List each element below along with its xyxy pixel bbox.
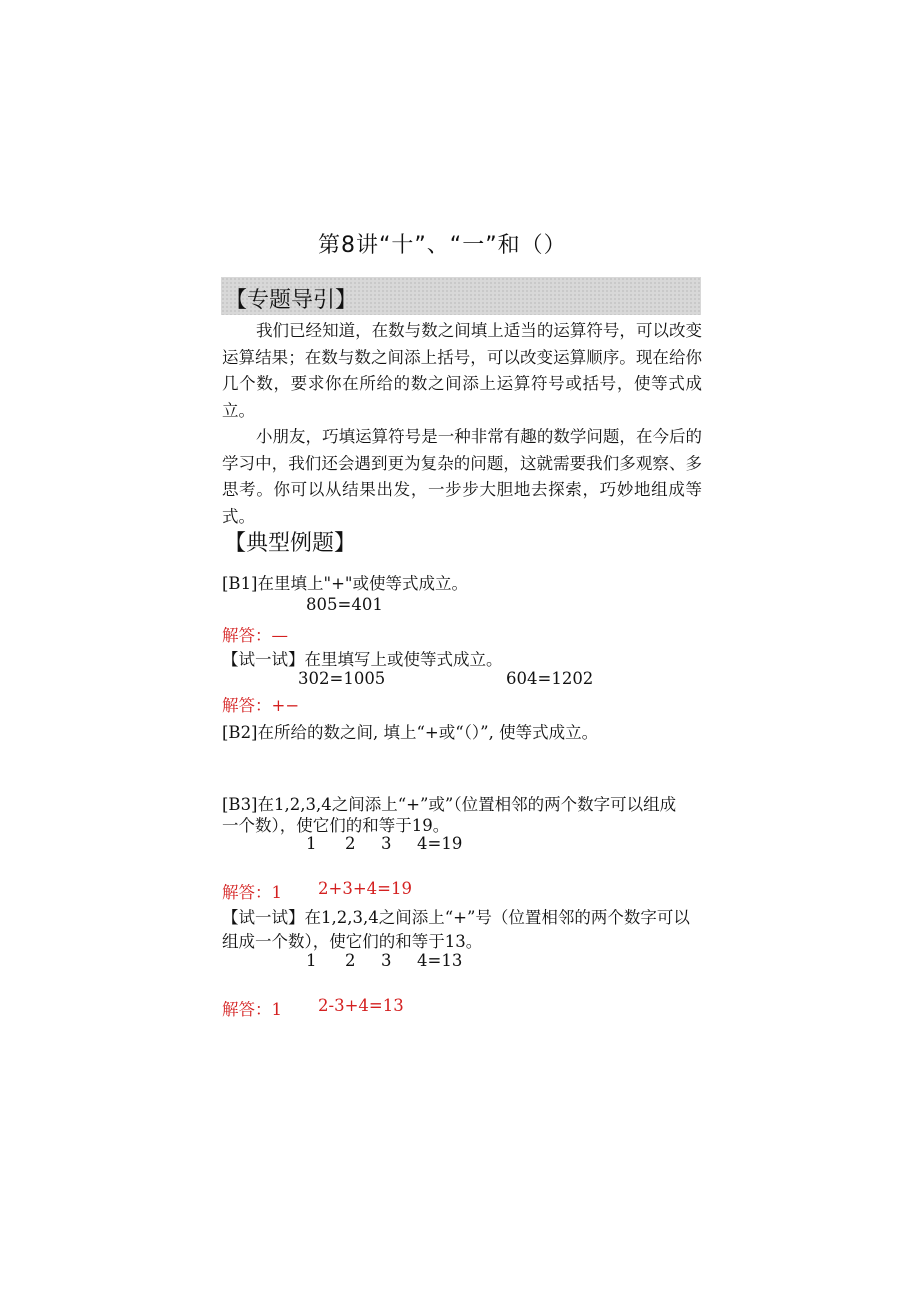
try2-question-line-1: 【试一试】在1,2,3,4之间添上“+”号（位置相邻的两个数字可以: [222, 908, 690, 927]
b3-number: 4=19: [417, 834, 463, 853]
examples-heading: 【典型例题】: [224, 531, 357, 556]
try2-answer-label: 解答：1: [222, 1000, 282, 1019]
section-header-intro: [221, 277, 701, 315]
try1-question: 【试一试】在里填写上或使等式成立。: [222, 650, 503, 669]
intro-paragraph-2: 小朋友，巧填运算符号是一种非常有趣的数学问题，在今后的学习中，我们还会遇到更为复杂的问题，这就需要我们多观察、多思考。你可以从结果出发，一步步大胆地去探索，巧妙地组成等式。: [222, 427, 702, 526]
b1-equation: 805=401: [306, 595, 383, 614]
try2-number: 2: [345, 951, 356, 970]
page-title: 第8讲“十”、“一”和（）: [318, 233, 567, 258]
b1-question: [B1]在里填上"+"或使等式成立。: [222, 574, 469, 593]
b3-number: 1: [306, 834, 317, 853]
b3-question-line-1: [B3]在1,2,3,4之间添上“+”或”（位置相邻的两个数字可以组成: [222, 795, 677, 814]
try1-answer: 解答：+−: [222, 696, 300, 715]
section-heading: 【专题导引】: [225, 288, 358, 313]
try2-question-line-2: 组成一个数），使它们的和等于13。: [222, 932, 483, 951]
try2-number: 4=13: [417, 951, 463, 970]
try1-equation-a: 302=1005: [298, 669, 386, 688]
try2-number: 1: [306, 951, 317, 970]
b3-answer-expression: 2+3+4=19: [318, 879, 412, 898]
try2-answer-expression: 2-3+4=13: [318, 996, 404, 1015]
b3-question-line-2: 一个数），使它们的和等于19。: [222, 816, 450, 835]
b3-answer-label: 解答：1: [222, 883, 282, 902]
b1-answer: 解答：—: [222, 626, 288, 645]
b3-number: 2: [345, 834, 356, 853]
try2-number: 3: [381, 951, 392, 970]
intro-paragraph-1: 我们已经知道，在数与数之间填上适当的运算符号，可以改变运算结果；在数与数之间添上括号，可以改变运算顺序。现在给你几个数，要求你在所给的数之间添上运算符号或括号，使等式成立。: [222, 321, 702, 420]
b3-number: 3: [381, 834, 392, 853]
try1-equation-b: 604=1202: [506, 669, 594, 688]
b2-question: [B2]在所给的数之间, 填上“+或“（）”, 使等式成立。: [222, 723, 599, 742]
